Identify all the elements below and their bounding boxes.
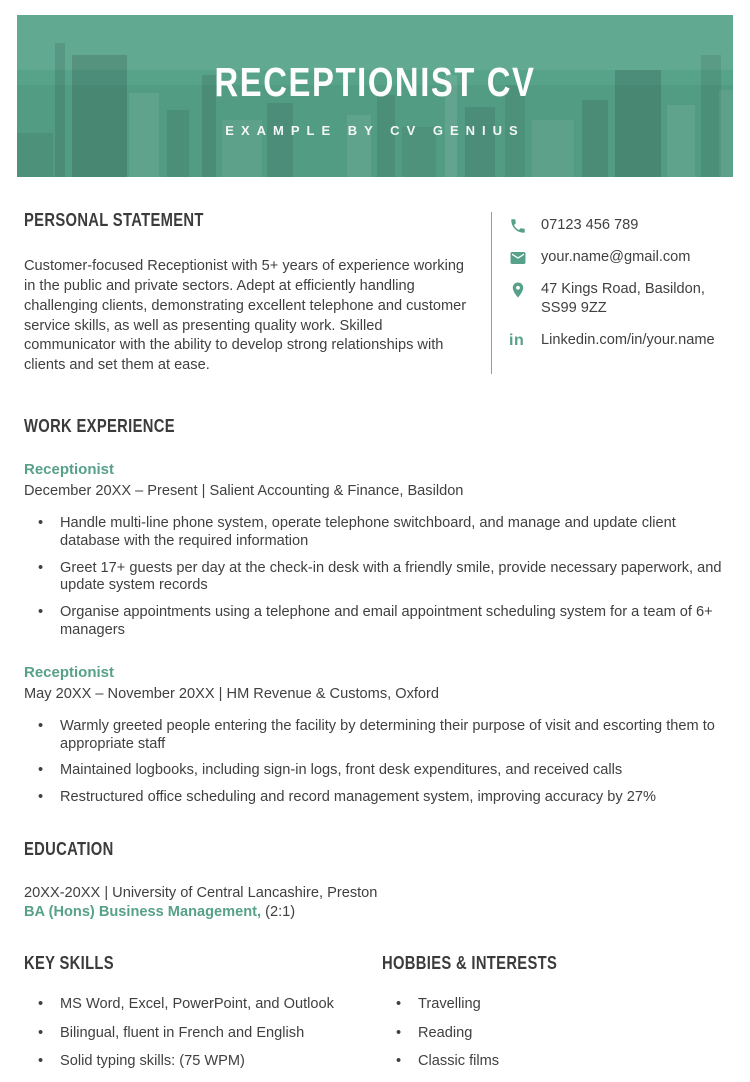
- job-entry: [24, 461, 726, 640]
- email-icon: [509, 249, 527, 267]
- job-bullet: • Warmly greeted people entering the facility by determining their purpose of visit and escorting them to appropriate staff: [24, 718, 726, 754]
- page-subtitle: EXAMPLE BY CV GENIUS: [225, 123, 525, 138]
- job-bullet: • Restructured office scheduling and record management system, improving accuracy by 27%: [24, 789, 726, 807]
- page-title: RECEPTIONIST CV: [214, 59, 536, 105]
- contact-phone: [509, 216, 726, 235]
- work-experience-heading: WORK EXPERIENCE: [24, 416, 175, 437]
- bottom-section: [24, 953, 726, 1082]
- contact-linkedin: [509, 331, 726, 350]
- job-bullet: • Greet 17+ guests per day at the check-in desk with a friendly smile, provide necessary paperwork, and update system records: [24, 560, 726, 596]
- job-bullet: • Handle multi-line phone system, operate telephone switchboard, and manage and update client database with the required information: [24, 515, 726, 551]
- contact-section: [492, 210, 726, 376]
- job-title: Receptionist: [24, 663, 115, 681]
- hobbies-section: [382, 953, 726, 1082]
- job-meta: December 20XX – Present | Salient Accounting & Finance, Basildon: [24, 483, 464, 500]
- phone-icon: [509, 217, 527, 235]
- postal-address: 47 Kings Road, Basildon, SS99 9ZZ: [541, 281, 705, 316]
- hobby-item: • Classic films: [382, 1053, 726, 1071]
- skill-item: • MS Word, Excel, PowerPoint, and Outlook: [24, 996, 382, 1014]
- key-skills-section: [24, 953, 382, 1082]
- education-section: [24, 839, 726, 923]
- education-degree-line: [24, 903, 726, 922]
- hobbies-list: [382, 996, 726, 1071]
- education-heading: EDUCATION: [24, 839, 114, 860]
- work-experience-section: [24, 416, 726, 807]
- education-school-line: 20XX-20XX | University of Central Lancashire, Preston: [24, 885, 378, 902]
- personal-statement-section: [24, 210, 467, 376]
- key-skills-list: [24, 996, 382, 1071]
- location-icon: [509, 281, 527, 299]
- job-entry: [24, 664, 726, 807]
- phone-number: 07123 456 789: [541, 217, 639, 233]
- email-address: your.name@gmail.com: [541, 249, 691, 265]
- skill-item: • Solid typing skills: (75 WPM): [24, 1053, 382, 1071]
- job-bullet-list: [24, 718, 726, 807]
- linkedin-icon: in: [509, 331, 525, 349]
- contact-email: [509, 248, 726, 267]
- hobby-item: • Reading: [382, 1025, 726, 1043]
- header-banner: [17, 15, 733, 177]
- job-title: Receptionist: [24, 461, 115, 479]
- top-section: [24, 210, 726, 376]
- skill-item: • Bilingual, fluent in French and English: [24, 1025, 382, 1043]
- contact-address: [509, 280, 726, 318]
- job-meta: May 20XX – November 20XX | HM Revenue & Customs, Oxford: [24, 685, 440, 702]
- job-bullet: • Maintained logbooks, including sign-in logs, front desk expenditures, and received calls: [24, 762, 726, 780]
- hobby-item: • Travelling: [382, 996, 726, 1014]
- job-bullet: • Organise appointments using a telephone and email appointment scheduling system for a team of 6+ managers: [24, 604, 726, 640]
- personal-statement-heading: PERSONAL STATEMENT: [24, 210, 204, 230]
- job-bullet-list: [24, 515, 726, 640]
- degree-name: BA (Hons) Business Management,: [24, 904, 262, 921]
- personal-statement-text: Customer-focused Receptionist with 5+ years of experience working in the public and private sectors. Adept at efficiently handling challenging clients, demonstrating excellent telephone and customer service skills, as well as presenting quality work. Skilled communicator with the ability to develop strong relationships with clients and set them at ease.: [24, 258, 467, 374]
- hobbies-heading: HOBBIES & INTERESTS: [382, 952, 558, 973]
- key-skills-heading: KEY SKILLS: [24, 952, 114, 973]
- degree-grade: (2:1): [265, 904, 296, 921]
- linkedin-url: Linkedin.com/in/your.name: [541, 331, 715, 348]
- cv-body: [0, 210, 750, 1082]
